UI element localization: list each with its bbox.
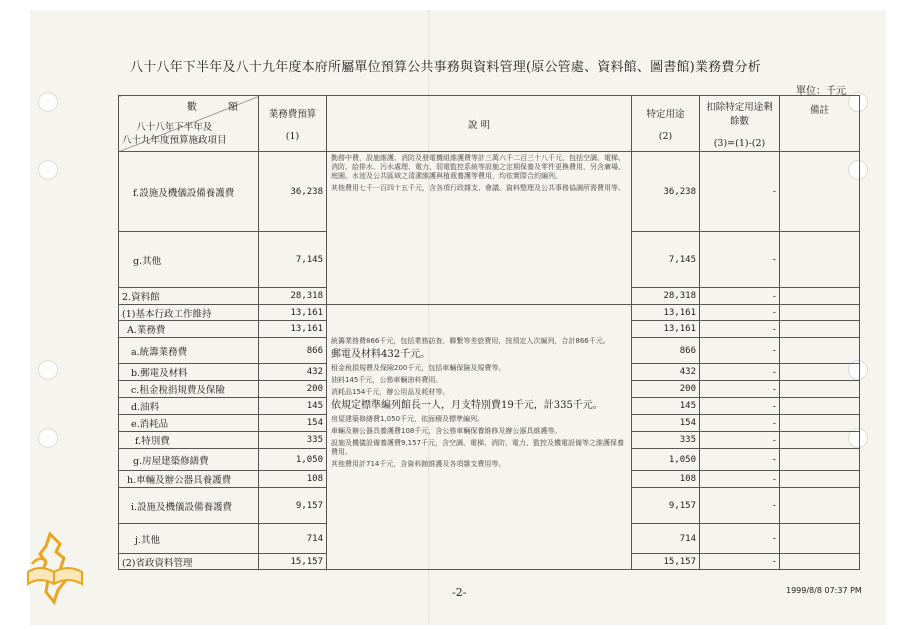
row-item: (2)省政資料管理	[119, 554, 259, 570]
row-item: c.租金稅捐規費及保險	[119, 381, 259, 398]
row-special: 432	[632, 364, 700, 381]
row-budget: 36,238	[259, 152, 327, 232]
row-remaining: -	[700, 364, 780, 381]
row-special: 335	[632, 432, 700, 449]
page-number: -2-	[452, 586, 467, 599]
row-note	[780, 398, 860, 415]
row-remaining: -	[700, 488, 780, 524]
row-budget: 15,157	[259, 554, 327, 570]
row-note	[780, 321, 860, 338]
row-item: b.郵電及材料	[119, 364, 259, 381]
row-budget: 714	[259, 524, 327, 554]
row-item: h.車輛及辦公器具養護費	[119, 471, 259, 488]
header-item-label: 八十八年下半年及 八十九年度預算施政項目	[122, 122, 227, 146]
row-remaining: -	[700, 338, 780, 364]
row-budget: 866	[259, 338, 327, 364]
row-remaining: -	[700, 288, 780, 305]
row-special: 13,161	[632, 321, 700, 338]
binder-hole	[38, 428, 58, 448]
row-note	[780, 288, 860, 305]
binder-hole	[38, 160, 58, 180]
header-remaining: 扣除特定用途剩餘數 (3)=(1)-(2)	[700, 96, 780, 152]
row-remaining: -	[700, 305, 780, 321]
row-note	[780, 232, 860, 288]
archive-logo-icon	[20, 528, 90, 606]
print-timestamp: 1999/8/8 07:37 PM	[786, 586, 862, 595]
row-remaining: -	[700, 381, 780, 398]
row-note	[780, 554, 860, 570]
row-special: 866	[632, 338, 700, 364]
row-item: A.業務費	[119, 321, 259, 338]
row-note	[780, 471, 860, 488]
row-budget: 335	[259, 432, 327, 449]
header-description: 說 明	[327, 96, 632, 152]
row-budget: 145	[259, 398, 327, 415]
row-special: 36,238	[632, 152, 700, 232]
table-row	[119, 152, 860, 232]
header-row	[119, 96, 860, 152]
row-note	[780, 488, 860, 524]
row-item: i.設施及機儀設備養護費	[119, 488, 259, 524]
row-item: (1)基本行政工作維持	[119, 305, 259, 321]
binder-hole	[38, 360, 58, 380]
row-note	[780, 449, 860, 471]
row-item: a.統籌業務費	[119, 338, 259, 364]
header-amount-label: 數 額	[186, 102, 252, 113]
row-budget: 108	[259, 471, 327, 488]
row-budget: 432	[259, 364, 327, 381]
unit-label: 單位：千元	[796, 86, 846, 97]
row-budget: 13,161	[259, 321, 327, 338]
row-remaining: -	[700, 554, 780, 570]
row-note	[780, 364, 860, 381]
row-note	[780, 432, 860, 449]
row-special: 108	[632, 471, 700, 488]
row-remaining: -	[700, 415, 780, 432]
row-budget: 1,050	[259, 449, 327, 471]
row-item: g.房屋建築修繕費	[119, 449, 259, 471]
row-remaining: -	[700, 432, 780, 449]
row-special: 13,161	[632, 305, 700, 321]
row-remaining: -	[700, 398, 780, 415]
row-special: 15,157	[632, 554, 700, 570]
row-special: 1,050	[632, 449, 700, 471]
row-description: 勤務中費，設施維護、消防及發電機組維護費等計三萬六千二百三十八千元，包括空調、電梯、消防、給排水、污水處理、電力、弱電監控系統等設施之定期保養及零件更換費用，另含廣場、庭園、水池及公共區域之清潔維護與植栽養護等費用，均依實際合約編列。 其他費用七千一百四十五千元，含各項行政雜支、會議、資料整理及公共事務協調所需費用等。	[327, 152, 632, 305]
row-budget: 13,161	[259, 305, 327, 321]
row-special: 7,145	[632, 232, 700, 288]
table-row	[119, 305, 860, 321]
row-item: j.其他	[119, 524, 259, 554]
row-note	[780, 305, 860, 321]
row-special: 200	[632, 381, 700, 398]
row-budget: 7,145	[259, 232, 327, 288]
row-remaining: -	[700, 449, 780, 471]
row-special: 714	[632, 524, 700, 554]
row-item: f.設施及機儀設備養護費	[119, 152, 259, 232]
row-note	[780, 338, 860, 364]
row-budget: 200	[259, 381, 327, 398]
row-remaining: -	[700, 471, 780, 488]
row-budget: 154	[259, 415, 327, 432]
row-remaining: -	[700, 321, 780, 338]
row-item: d.油料	[119, 398, 259, 415]
row-note	[780, 524, 860, 554]
row-remaining: -	[700, 152, 780, 232]
header-budget: 業務費預算 (1)	[259, 96, 327, 152]
row-item: g.其他	[119, 232, 259, 288]
row-remaining: -	[700, 232, 780, 288]
row-note	[780, 415, 860, 432]
row-special: 28,318	[632, 288, 700, 305]
row-budget: 9,157	[259, 488, 327, 524]
row-item: f.特別費	[119, 432, 259, 449]
row-remaining: -	[700, 524, 780, 554]
row-special: 154	[632, 415, 700, 432]
row-budget: 28,318	[259, 288, 327, 305]
row-note	[780, 381, 860, 398]
row-item: 2.資料館	[119, 288, 259, 305]
header-special-use: 特定用途 (2)	[632, 96, 700, 152]
binder-hole	[38, 92, 58, 112]
row-description: 統籌業務費866千元，包括業務訪查、聯繫等差旅費用，按預定人次編列，合計866千元。 郵電及材料432千元。 租金稅捐規費及保險200千元，包括車輛保險及規費等。 油料145千元，公務車輛油料費用。 消耗品154千元，辦公用品及耗材等。 依規定標準編列館長一人，月支特別費19千元，計335千元。 房屋建築修繕費1,050千元，依面積及標準編列。 車輛及辦公器具養護費108千元，含公務車輛保養維修及辦公器具維護等。 設施及機儀設備養護費9,157千元，含空調、電梯、消防、電力、監控及機電設備等之維護保養費用。 其他費用計714千元，含資料館維護及各項雜支費用等。	[327, 305, 632, 570]
header-item	[119, 96, 259, 152]
row-special: 145	[632, 398, 700, 415]
row-special: 9,157	[632, 488, 700, 524]
header-note: 備註	[780, 96, 860, 152]
document-title: 八十八年下半年及八十九年度本府所屬單位預算公共事務與資料管理(原公管處、資料館、圖書館)業務費分析	[130, 60, 761, 75]
row-note	[780, 152, 860, 232]
budget-table	[118, 95, 860, 570]
row-item: e.消耗品	[119, 415, 259, 432]
